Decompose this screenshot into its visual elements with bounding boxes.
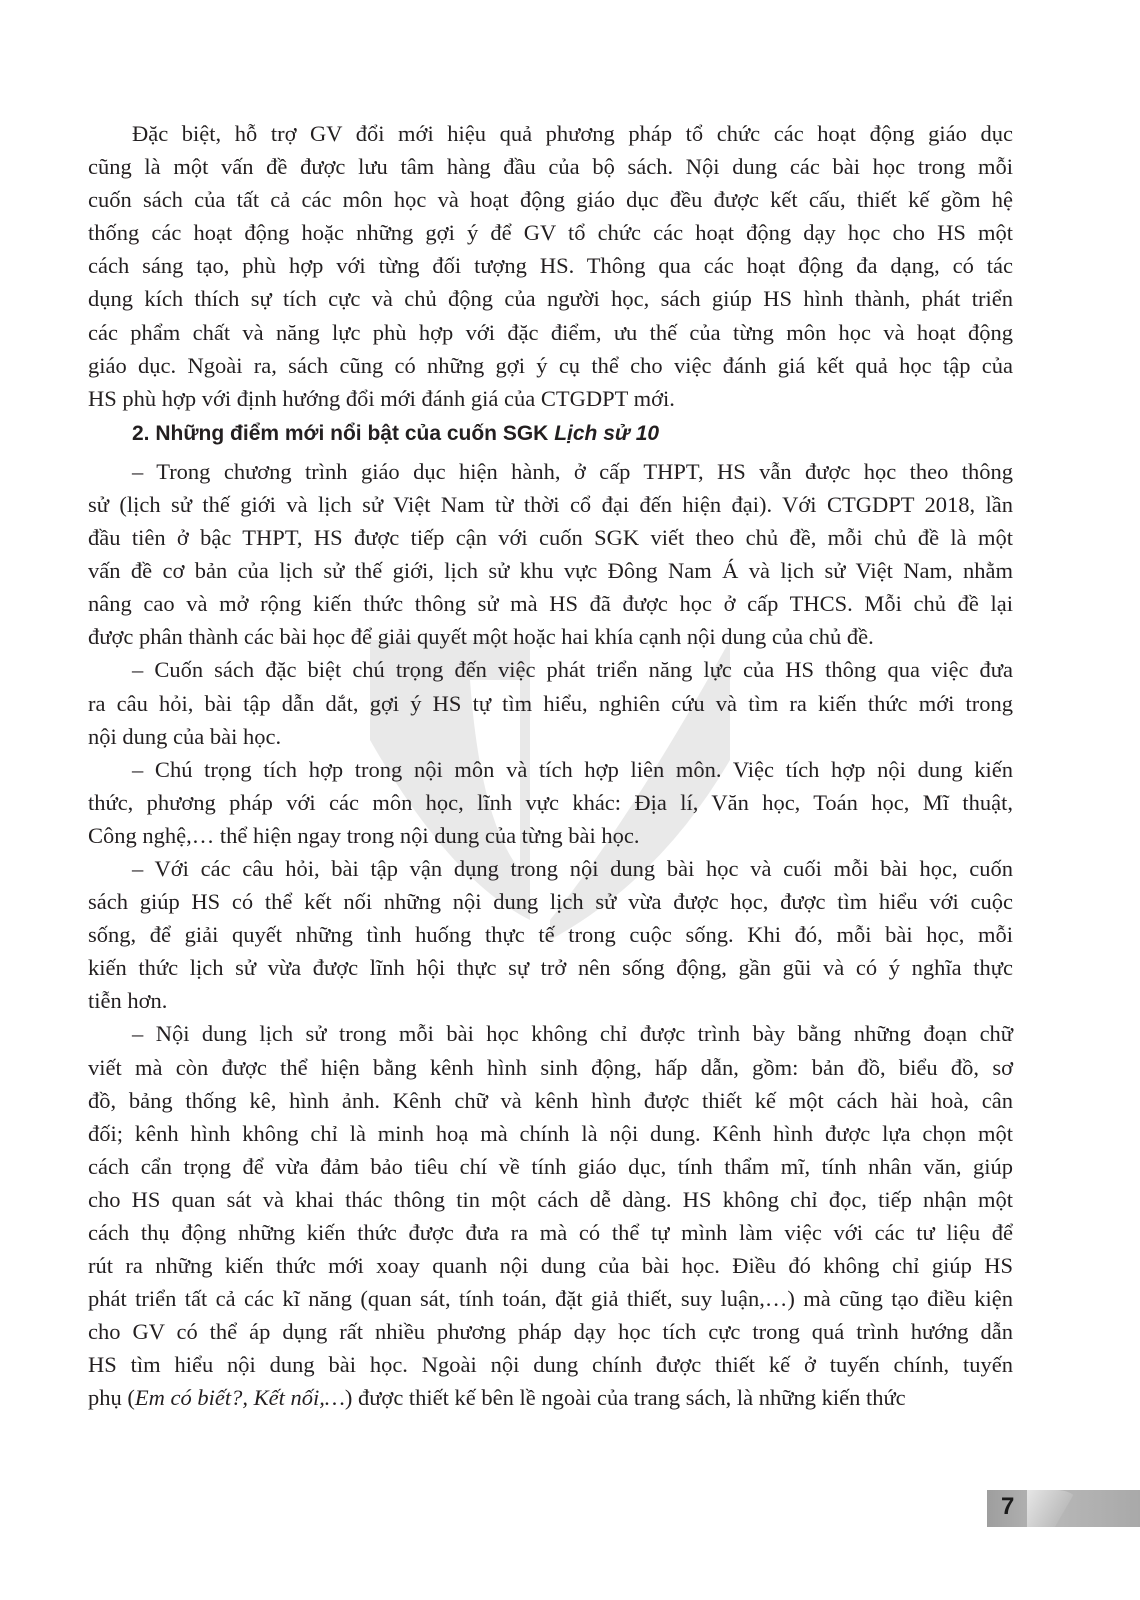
paragraph	[88, 1017, 1013, 1381]
paragraph-line: được phân thành các bài học để giải quyết một hoặc hai khía cạnh nội dung của chủ đề.	[88, 624, 874, 650]
paragraph-line: cách thụ động những kiến thức được đưa ra mà có thể tự mình làm việc với các tư liệu để	[88, 1220, 1013, 1245]
paragraph-line: sách giúp HS có thể kết nối những nội dung lịch sử vừa được học, được tìm hiểu với cuộc	[88, 889, 1013, 915]
paragraph-line: vấn đề cơ bản của lịch sử thế giới, lịch sử khu vực Đông Nam Á và lịch sử Việt Nam, nhằm	[88, 558, 1013, 584]
paragraph-line: kiến thức lịch sử vừa được lĩnh hội thực sự trở nên sống động, gần gũi và có ý nghĩa thực	[88, 955, 1013, 981]
page-number: 7	[1001, 1493, 1015, 1520]
paragraph-line: thống các hoạt động hoặc những gợi ý để GV tổ chức các hoạt động dạy học cho HS một	[88, 220, 1013, 246]
paragraph	[88, 455, 1013, 654]
section-heading-text: 2. Những điểm mới nổi bật của cuốn SGK	[132, 421, 555, 445]
paragraph-line: HS phù hợp với định hướng đổi mới đánh giá của CTGDPT mới.	[88, 385, 675, 411]
page-body	[88, 117, 1013, 1415]
paragraph-line: giáo dục. Ngoài ra, sách cũng có những gợi ý cụ thể cho việc đánh giá kết quả học tập của	[88, 352, 1013, 378]
paragraph-line: tiễn hơn.	[88, 988, 168, 1014]
line-italic-text: Em có biết?, Kết nối,…	[134, 1385, 345, 1411]
paragraph-line: rút ra những kiến thức mới xoay quanh nội dung của bài học. Điều đó không chỉ giúp HS	[88, 1253, 1013, 1279]
page-number-tab	[987, 1490, 1140, 1527]
line-text: phụ (	[88, 1385, 135, 1411]
paragraph-line: phát triển tất cả các kĩ năng (quan sát, tính toán, đặt giả thiết, suy luận,…) mà cũng tạo điều kiện	[88, 1286, 1013, 1312]
paragraph-line: – Với các câu hỏi, bài tập vận dụng trong nội dung bài học và cuối mỗi bài học, cuốn	[132, 855, 1013, 881]
page-curl-decoration	[1027, 1490, 1087, 1527]
line-text: ) được thiết kế bên lề ngoài của trang sách, là những kiến thức	[344, 1385, 906, 1411]
paragraph-line	[88, 1381, 1013, 1414]
paragraph-intro	[88, 117, 1013, 415]
paragraph-line: thức, phương pháp với các môn học, lĩnh vực khác: Địa lí, Văn học, Toán học, Mĩ thuật,	[88, 789, 1013, 815]
paragraph-line: Công nghệ,… thể hiện ngay trong nội dung của từng bài học.	[88, 822, 640, 848]
section-heading-book-title: Lịch sử 10	[554, 421, 660, 445]
paragraph-line: đối; kênh hình không chỉ là minh hoạ mà chính là nội dung. Kênh hình được lựa chọn một	[88, 1120, 1013, 1146]
paragraph-line: HS tìm hiểu nội dung bài học. Ngoài nội dung chính được thiết kế ở tuyến chính, tuyến	[88, 1352, 1013, 1378]
paragraph-line: cách sáng tạo, phù hợp với từng đối tượng HS. Thông qua các hoạt động đa dạng, có tác	[88, 253, 1013, 279]
paragraph-line: đồ, bảng thống kê, hình ảnh. Kênh chữ và kênh hình được thiết kế một cách hài hoà, cân	[88, 1087, 1013, 1113]
paragraph-line: – Trong chương trình giáo dục hiện hành, ở cấp THPT, HS vẫn được học theo thông	[132, 458, 1013, 484]
paragraph-line: các phẩm chất và năng lực phù hợp với đặc điểm, ưu thế của từng môn học và hoạt động	[88, 319, 1013, 345]
paragraph	[88, 653, 1013, 752]
paragraph-line: cho GV có thể áp dụng rất nhiều phương pháp dạy học tích cực trong quá trình hướng dẫn	[88, 1319, 1013, 1345]
paragraph-line: đầu tiên ở bậc THPT, HS được tiếp cận với cuốn SGK viết theo chủ đề, mỗi chủ đề là một	[88, 525, 1013, 551]
paragraph-line: cuốn sách của tất cả các môn học và hoạt động giáo dục đều được kết cấu, thiết kế gồm hệ	[88, 187, 1013, 213]
paragraph-line: cũng là một vấn đề được lưu tâm hàng đầu của bộ sách. Nội dung các bài học trong mỗi	[88, 154, 1013, 180]
paragraph-line: sống, để giải quyết những tình huống thực tế trong cuộc sống. Khi đó, mỗi bài học, mỗi	[88, 922, 1013, 948]
paragraph-line: – Chú trọng tích hợp trong nội môn và tích hợp liên môn. Việc tích hợp nội dung kiến	[132, 756, 1013, 782]
paragraph-line: ra câu hỏi, bài tập dẫn dắt, gợi ý HS tự tìm hiểu, nghiên cứu và tìm ra kiến thức mới trong	[88, 690, 1013, 716]
paragraph	[88, 852, 1013, 1017]
paragraph-line: dụng kích thích sự tích cực và chủ động của người học, sách giúp HS hình thành, phát triển	[88, 286, 1013, 312]
paragraph-line: – Cuốn sách đặc biệt chú trọng đến việc phát triển năng lực của HS thông qua việc đưa	[132, 657, 1013, 683]
section-paragraphs	[88, 455, 1013, 1382]
paragraph-line: Đặc biệt, hỗ trợ GV đổi mới hiệu quả phương pháp tổ chức các hoạt động giáo dục	[132, 121, 1013, 146]
paragraph	[88, 753, 1013, 852]
paragraph-line: – Nội dung lịch sử trong mỗi bài học không chỉ được trình bày bằng những đoạn chữ	[132, 1021, 1013, 1047]
paragraph-line: cách cẩn trọng để vừa đảm bảo tiêu chí về tính giáo dục, tính thẩm mĩ, tính nhân văn, giúp	[88, 1153, 1013, 1179]
paragraph-line: viết mà còn được thể hiện bằng kênh hình sinh động, hấp dẫn, gồm: bản đồ, biểu đồ, sơ	[88, 1054, 1013, 1080]
paragraph-line: nội dung của bài học.	[88, 723, 282, 749]
paragraph-line: nâng cao và mở rộng kiến thức thông sử mà HS đã được học ở cấp THCS. Mỗi chủ đề lại	[88, 591, 1013, 617]
section-heading	[88, 415, 1013, 455]
paragraph-line: cho HS quan sát và khai thác thông tin một cách dễ dàng. HS không chỉ đọc, tiếp nhận một	[88, 1186, 1013, 1212]
paragraph-line: sử (lịch sử thế giới và lịch sử Việt Nam từ thời cổ đại đến hiện đại). Với CTGDPT 2018, lần	[88, 491, 1013, 517]
